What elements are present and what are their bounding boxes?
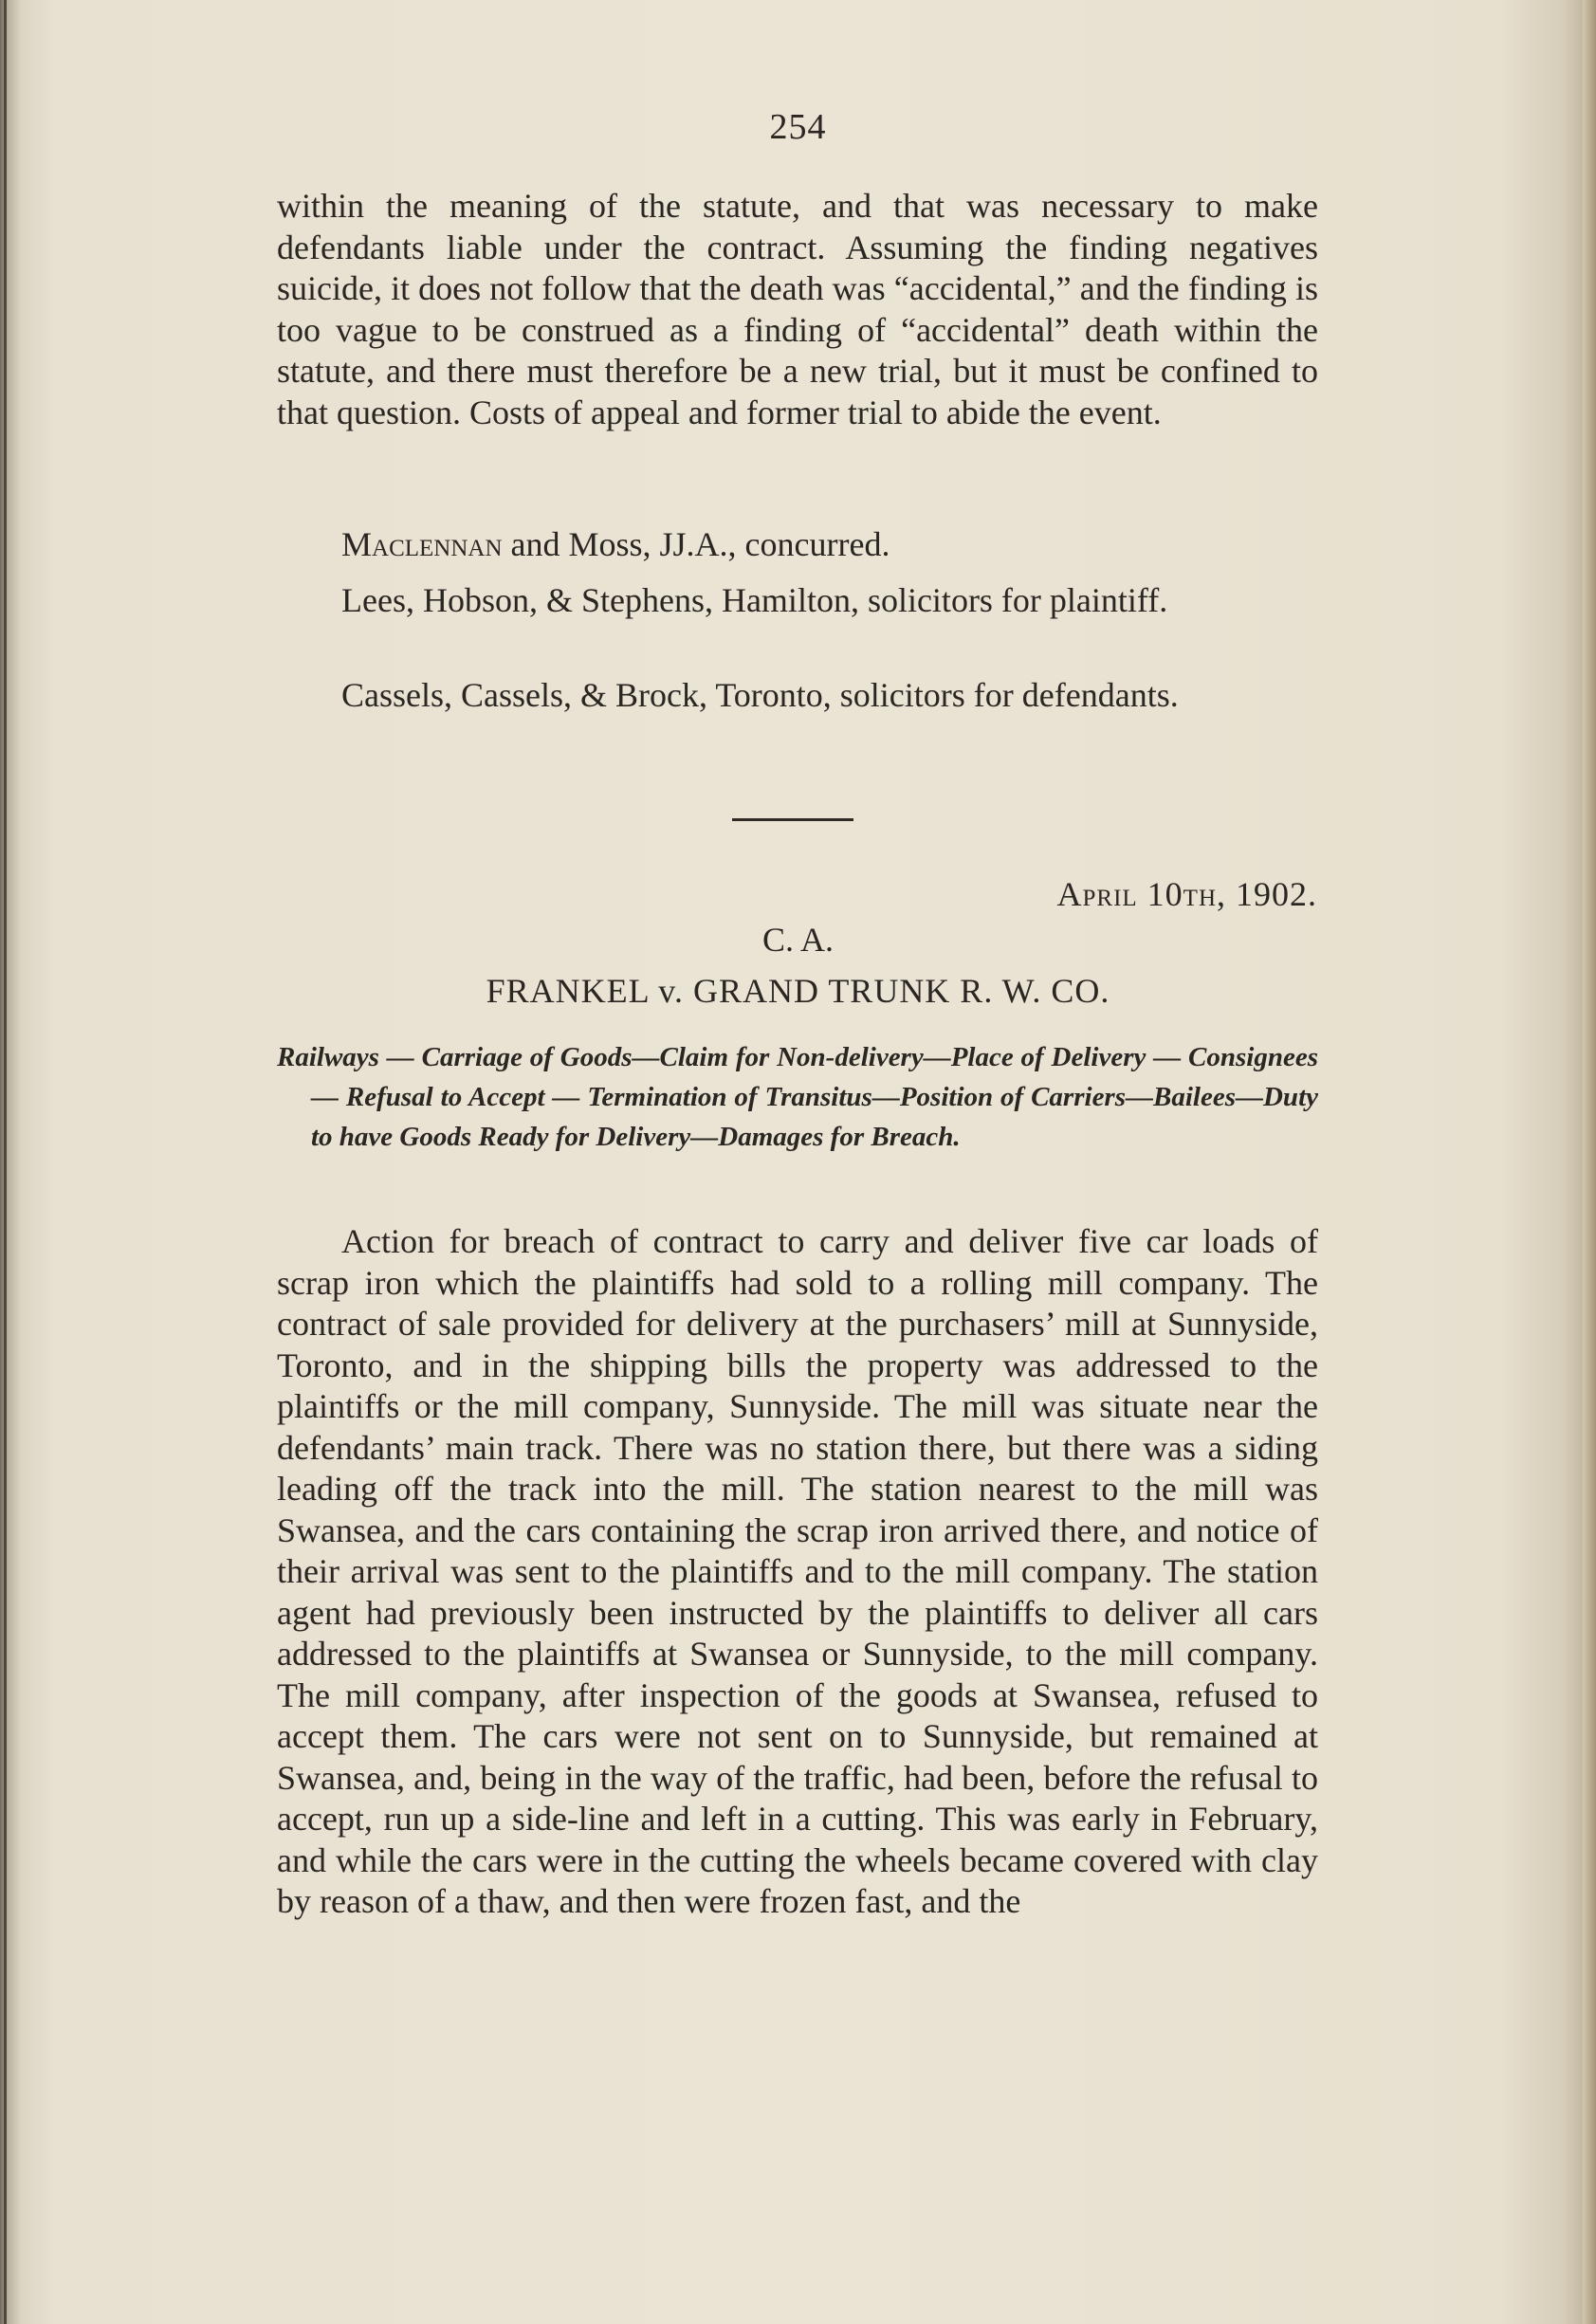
solicitors-defendant [277, 675, 1318, 717]
decision-date: April 10th, 1902. [1056, 875, 1317, 913]
case-statement [277, 1221, 1318, 1923]
headnote-catchwords: Railways — Carriage of Goods—Claim for Non-delivery—Place of Delivery — Consignees — Refusal to Accept — Termination of Transitus—Position of Carriers—Bailees—Duty to have Goods Ready for Delivery—Damages for Breach. [277, 1042, 1318, 1152]
page-number: 254 [769, 107, 827, 147]
concurrence-text: and Moss, JJ.A., concurred. [502, 525, 890, 563]
opinion-conclusion [277, 186, 1318, 433]
body-paragraph: Action for breach of contract to carry and deliver five car loads of scrap iron which the plaintiffs had sold to a rolling mill company. The contract of sale provided for delivery at the purchasers’ mill at Sunnyside, Toronto, and in the shipping bills the property was addressed to the plaintiffs or the mill company, Sunnyside. The mill was situate near the defendants’ main track. There was no station there, but there was a siding leading off the track into the mill. The station nearest to the mill was Swansea, and the cars containing the scrap iron arrived there, and notice of their arrival was sent to the plaintiffs and to the mill company. The station agent had previously been instructed by the plaintiffs to deliver all cars addressed to the plaintiffs at Swansea or Sunnyside, to the mill company. The mill company, after inspection of the goods at Swansea, refused to accept them. The cars were not sent on to Sunnyside, but remained at Swansea, and, being in the way of the traffic, had been, before the refusal to accept, run up a side-line and left in a cutting. This was early in February, and while the cars were in the cutting the wheels became covered with clay by reason of a thaw, and then were frozen fast, and the [277, 1222, 1318, 1920]
solicitor-line: Cassels, Cassels, & Brock, Toronto, solicitors for defendants. [341, 676, 1179, 714]
solicitors-plaintiff [277, 580, 1318, 622]
case-title: FRANKEL v. GRAND TRUNK R. W. CO. [486, 972, 1110, 1010]
section-divider [732, 818, 853, 821]
opinion-paragraph: within the meaning of the statute, and that was necessary to make defendants liable under the contract. Assuming the finding negatives suicide, it does not follow that the death was “accidental,” and the finding is too vague to be construed as a finding of “accidental” death within the statute, and there must therefore be a new trial, but it must be confined to that question. Costs of appeal and former trial to abide the event. [277, 187, 1318, 431]
concurrence-paragraph [277, 524, 1318, 566]
solicitor-line: Lees, Hobson, & Stephens, Hamilton, solicitors for plaintiff. [341, 581, 1168, 619]
court-designation: C. A. [761, 921, 835, 959]
binding-edge [4, 0, 7, 2324]
page-edge [1583, 0, 1596, 2324]
concurring-judge: Maclennan [341, 525, 503, 563]
